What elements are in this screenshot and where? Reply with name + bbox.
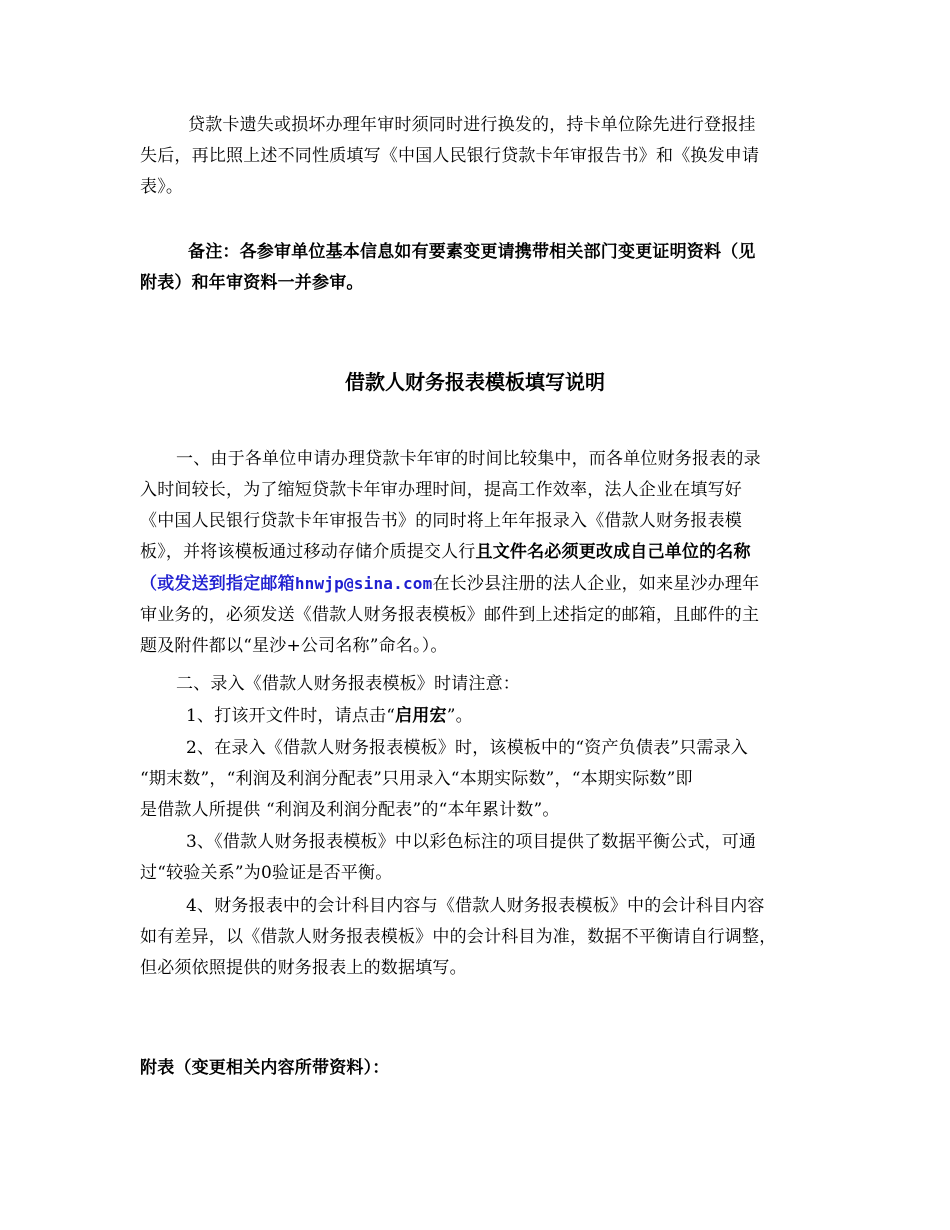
- text-line: “期末数”，“利润及利润分配表”只用录入“本期实际数”，“本期实际数”即: [140, 769, 693, 789]
- text-segment: 在长沙县注册的法人企业，如来星沙办理年: [432, 574, 760, 594]
- enable-macro-text: 启用宏: [395, 706, 447, 726]
- email-link[interactable]: hnwjp@sina.com: [294, 574, 433, 593]
- text-line: [140, 568, 815, 600]
- text-line: 一、由于各单位申请办理贷款卡年审的时间比较集中，而各单位财务报表的录: [176, 449, 761, 469]
- text-line: 2、在录入《借款人财务报表模板》时，该模板中的“资产负债表”只需录入: [186, 738, 748, 758]
- paragraph-note: [140, 237, 815, 299]
- appendix-heading: [140, 1053, 815, 1084]
- text-line: 附表）和年审资料一并参审。: [140, 273, 364, 293]
- text-line: 入时间较长，为了缩短贷款卡年审办理时间，提高工作效率，法人企业在填写好: [140, 480, 742, 500]
- text-line: 失后，再比照上述不同性质填写《中国人民银行贷款卡年审报告书》和《换发申请: [140, 146, 760, 166]
- text-line: 过“较验关系”为0验证是否平衡。: [140, 863, 393, 883]
- text-line: 二、录入《借款人财务报表模板》时请注意：: [176, 674, 520, 694]
- section-title: 借款人财务报表模板填写说明: [345, 370, 605, 394]
- paragraph-item-4: [140, 891, 815, 984]
- text-line: 3、《借款人财务报表模板》中以彩色标注的项目提供了数据平衡公式，可通: [186, 832, 757, 852]
- text-line: 备注：各参审单位基本信息如有要素变更请携带相关部门变更证明资料（见: [188, 242, 756, 262]
- paragraph-item-3: [140, 827, 815, 889]
- text-segment: 板》，并将该模板通过移动存储介质提交人行: [140, 542, 476, 562]
- text-line: 贷款卡遗失或损坏办理年审时须同时进行换发的，持卡单位除先进行登报挂: [188, 115, 756, 135]
- paragraph-item-2: [140, 733, 815, 826]
- text-line: 附表（变更相关内容所带资料）：: [140, 1058, 390, 1078]
- text-line: 如有差异，以《借款人财务报表模板》中的会计科目为准，数据不平衡请自行调整，: [140, 927, 777, 947]
- text-line: [140, 537, 815, 568]
- text-segment: ”。: [446, 706, 473, 726]
- paragraph-instructions-1: [140, 444, 815, 662]
- text-line: 4、财务报表中的会计科目内容与《借款人财务报表模板》中的会计科目内容: [186, 896, 765, 916]
- text-segment: 1、打该开文件时，请点击“: [186, 706, 396, 726]
- text-line: [140, 701, 815, 732]
- text-line: 审业务的，必须发送《借款人财务报表模板》邮件到上述指定的邮箱，且邮件的主: [140, 605, 760, 625]
- paragraph-item-1: [140, 701, 815, 732]
- email-instruction: （或发送到指定邮箱: [140, 574, 295, 594]
- text-line: 《中国人民银行贷款卡年审报告书》的同时将上年年报录入《借款人财务报表模: [140, 511, 742, 531]
- rename-requirement: 且文件名必须更改成自己单位的名称: [475, 542, 751, 562]
- text-line: 是借款人所提供 “利润及利润分配表”的“本年累计数”。: [140, 800, 560, 820]
- text-line: 但必须依照提供的财务报表上的数据填写。: [140, 958, 467, 978]
- paragraph-card-replacement: [140, 110, 815, 203]
- paragraph-instructions-2: [140, 669, 815, 700]
- text-line: 题及附件都以“星沙+公司名称”命名。）。: [140, 636, 448, 656]
- text-line: 表》。: [140, 177, 184, 197]
